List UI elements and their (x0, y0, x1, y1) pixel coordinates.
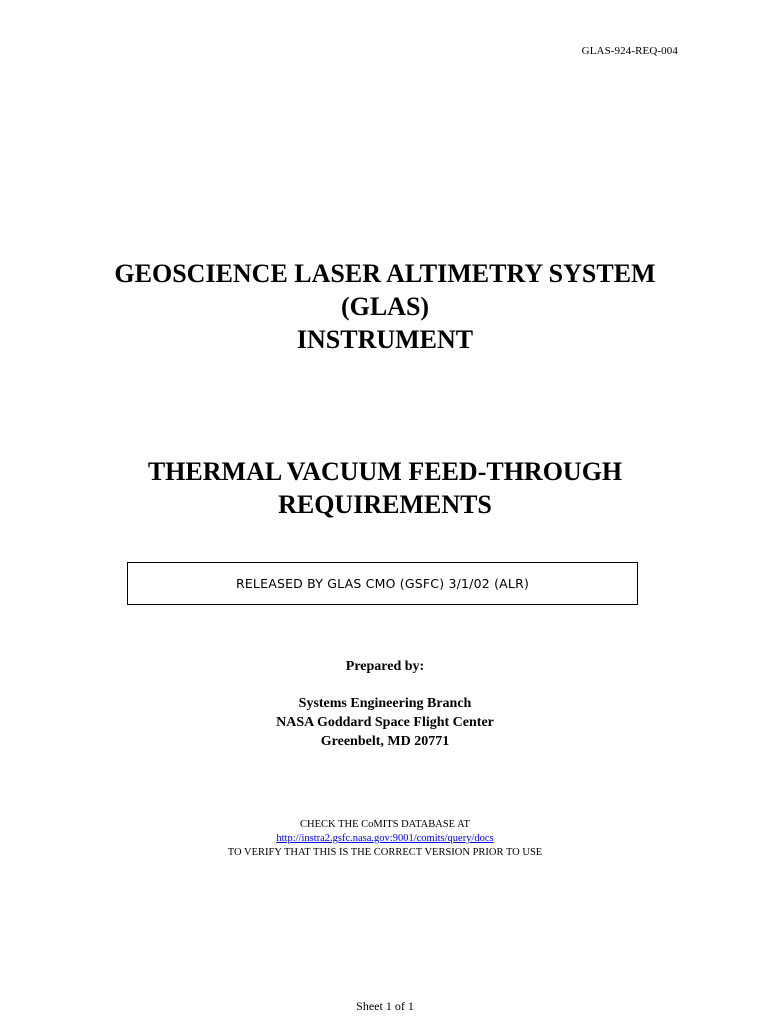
title-line-3: INSTRUMENT (296, 325, 474, 354)
title-line-1: GEOSCIENCE LASER ALTIMETRY SYSTEM (114, 259, 656, 288)
sheet-number: Sheet 1 of 1 (356, 999, 414, 1013)
document-number: GLAS-924-REQ-004 (581, 45, 678, 57)
org-line-3: Greenbelt, MD 20771 (320, 734, 450, 749)
preparing-organization (0, 694, 770, 751)
verify-line-3: TO VERIFY THAT THIS IS THE CORRECT VERSION PRIOR TO USE (227, 847, 543, 858)
verification-notice (0, 818, 770, 860)
prepared-by-label: Prepared by: (345, 659, 425, 674)
org-line-2: NASA Goddard Space Flight Center (276, 715, 494, 730)
title-line-2: (GLAS) (340, 292, 430, 321)
subtitle-line-1: THERMAL VACUUM FEED-THROUGH (147, 457, 623, 486)
document-title (0, 257, 770, 356)
comits-database-link[interactable]: http://instra2.gsfc.nasa.gov:9001/comits/query/docs (276, 833, 494, 844)
org-line-1: Systems Engineering Branch (298, 696, 472, 711)
release-notice-text: RELEASED BY GLAS CMO (GSFC) 3/1/02 (ALR) (235, 576, 530, 591)
document-subtitle (0, 455, 770, 521)
release-notice-box (127, 562, 638, 605)
verify-line-1: CHECK THE CoMITS DATABASE AT (300, 819, 470, 830)
subtitle-line-2: REQUIREMENTS (278, 490, 492, 519)
